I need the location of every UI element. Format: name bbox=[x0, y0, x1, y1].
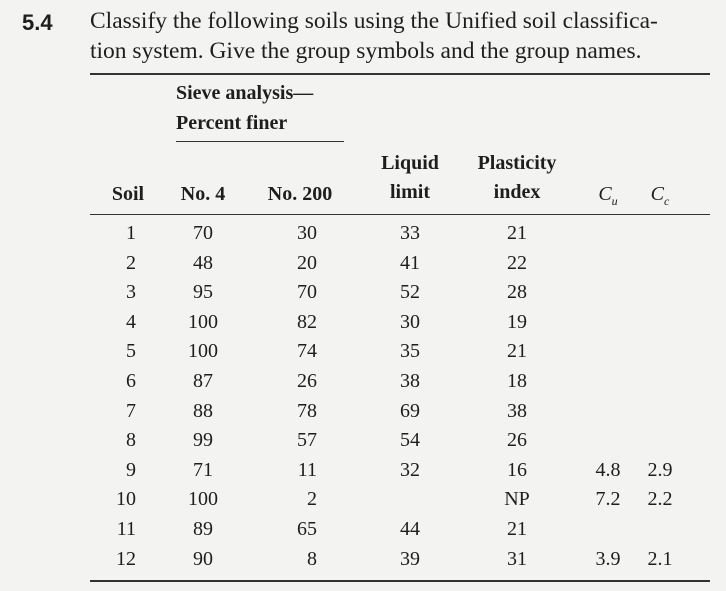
cc-cell: 2.2 bbox=[647, 488, 673, 511]
plasticity-index-header-2: index bbox=[493, 181, 541, 203]
no200-cell: 30 bbox=[297, 222, 317, 244]
no200-cell: 20 bbox=[297, 251, 317, 274]
no200-cell: 57 bbox=[297, 429, 317, 452]
group-header-rule bbox=[176, 141, 344, 142]
no4-cell: 100 bbox=[188, 340, 218, 363]
cc-cell: 2.9 bbox=[647, 458, 673, 481]
liquid-limit-cell: 41 bbox=[400, 251, 420, 274]
table-top-rule bbox=[90, 73, 710, 75]
liquid-limit-cell: 52 bbox=[400, 281, 420, 304]
soil-cell: 2 bbox=[126, 251, 136, 274]
cc-base: C bbox=[650, 183, 665, 205]
no4-cell: 70 bbox=[193, 222, 213, 244]
cu-subscript: u bbox=[611, 194, 618, 208]
liquid-limit-cell: 39 bbox=[400, 547, 420, 570]
soil-cell: 12 bbox=[116, 547, 136, 570]
soil-cell: 10 bbox=[116, 488, 136, 511]
no200-cell: 74 bbox=[297, 340, 317, 363]
no4-cell: 48 bbox=[193, 251, 213, 274]
cu-cell: 7.2 bbox=[595, 488, 621, 511]
soil-cell: 1 bbox=[126, 222, 136, 244]
plasticity-index-cell: 16 bbox=[507, 458, 527, 481]
no4-column-header: No. 4 bbox=[180, 183, 226, 205]
plasticity-index-cell: 18 bbox=[507, 370, 527, 392]
no4-cell: 100 bbox=[188, 310, 218, 333]
problem-statement bbox=[90, 6, 710, 66]
no4-cell: 71 bbox=[193, 458, 213, 481]
plasticity-index-cell: 21 bbox=[507, 222, 527, 244]
problem-statement-line-2: tion system. Give the group symbols and the group names. bbox=[90, 38, 642, 64]
liquid-limit-cell: 32 bbox=[400, 458, 420, 481]
percent-finer-header: Percent finer bbox=[176, 112, 288, 134]
header-bottom-rule bbox=[90, 214, 710, 215]
no4-cell: 88 bbox=[193, 399, 213, 422]
no4-cell: 99 bbox=[193, 429, 213, 452]
no4-cell: 100 bbox=[188, 488, 218, 511]
plasticity-index-cell: 19 bbox=[507, 310, 527, 333]
no200-cell: 70 bbox=[297, 281, 317, 304]
plasticity-index-cell: 28 bbox=[507, 281, 527, 304]
soil-cell: 4 bbox=[126, 310, 136, 333]
cc-subscript: c bbox=[664, 194, 670, 208]
no4-cell: 95 bbox=[193, 281, 213, 304]
problem-number: 5.4 bbox=[22, 10, 53, 35]
cu-base: C bbox=[598, 183, 612, 205]
no200-cell: 8 bbox=[307, 547, 317, 570]
soil-cell: 8 bbox=[126, 429, 136, 452]
liquid-limit-header-1: Liquid bbox=[381, 152, 439, 174]
no200-cell: 26 bbox=[297, 370, 317, 392]
plasticity-index-cell: 31 bbox=[507, 547, 527, 570]
no200-cell: 65 bbox=[297, 518, 317, 540]
no200-column-header: No. 200 bbox=[267, 183, 333, 205]
no4-cell: 87 bbox=[193, 370, 213, 392]
liquid-limit-cell: 30 bbox=[400, 310, 420, 333]
soil-cell: 7 bbox=[126, 399, 136, 422]
liquid-limit-cell: 54 bbox=[400, 429, 420, 452]
liquid-limit-cell: 35 bbox=[400, 340, 420, 363]
no4-cell: 90 bbox=[193, 547, 213, 570]
plasticity-index-cell: 26 bbox=[507, 429, 527, 452]
plasticity-index-cell: 21 bbox=[507, 518, 527, 540]
soil-cell: 11 bbox=[116, 518, 136, 540]
cu-column-header bbox=[598, 183, 617, 209]
cc-column-header bbox=[651, 183, 670, 209]
liquid-limit-cell: 44 bbox=[400, 518, 420, 540]
no200-cell: 11 bbox=[297, 458, 317, 481]
liquid-limit-cell: 69 bbox=[400, 399, 420, 422]
cu-cell: 3.9 bbox=[595, 547, 621, 570]
plasticity-index-cell: 38 bbox=[507, 399, 527, 422]
plasticity-index-cell: NP bbox=[504, 488, 530, 511]
cu-cell: 4.8 bbox=[595, 458, 621, 481]
plasticity-index-header-1: Plasticity bbox=[477, 152, 557, 174]
no200-cell: 78 bbox=[297, 399, 317, 422]
plasticity-index-cell: 22 bbox=[507, 251, 527, 274]
liquid-limit-cell: 38 bbox=[400, 370, 420, 392]
sieve-analysis-header: Sieve analysis— bbox=[176, 82, 314, 104]
no200-cell: 82 bbox=[297, 310, 317, 333]
soil-column-header: Soil bbox=[111, 183, 145, 205]
soil-cell: 9 bbox=[126, 458, 136, 481]
problem-statement-line-1: Classify the following soils using the Unified soil classifica- bbox=[90, 8, 658, 34]
no200-cell: 2 bbox=[307, 488, 317, 511]
soil-cell: 5 bbox=[126, 340, 136, 363]
no4-cell: 89 bbox=[193, 518, 213, 540]
liquid-limit-header-2: limit bbox=[390, 181, 430, 203]
soil-cell: 6 bbox=[126, 370, 136, 392]
table-bottom-rule bbox=[90, 580, 710, 582]
liquid-limit-cell: 33 bbox=[400, 222, 420, 244]
plasticity-index-cell: 21 bbox=[507, 340, 527, 363]
soil-cell: 3 bbox=[126, 281, 136, 304]
cc-cell: 2.1 bbox=[647, 547, 673, 570]
